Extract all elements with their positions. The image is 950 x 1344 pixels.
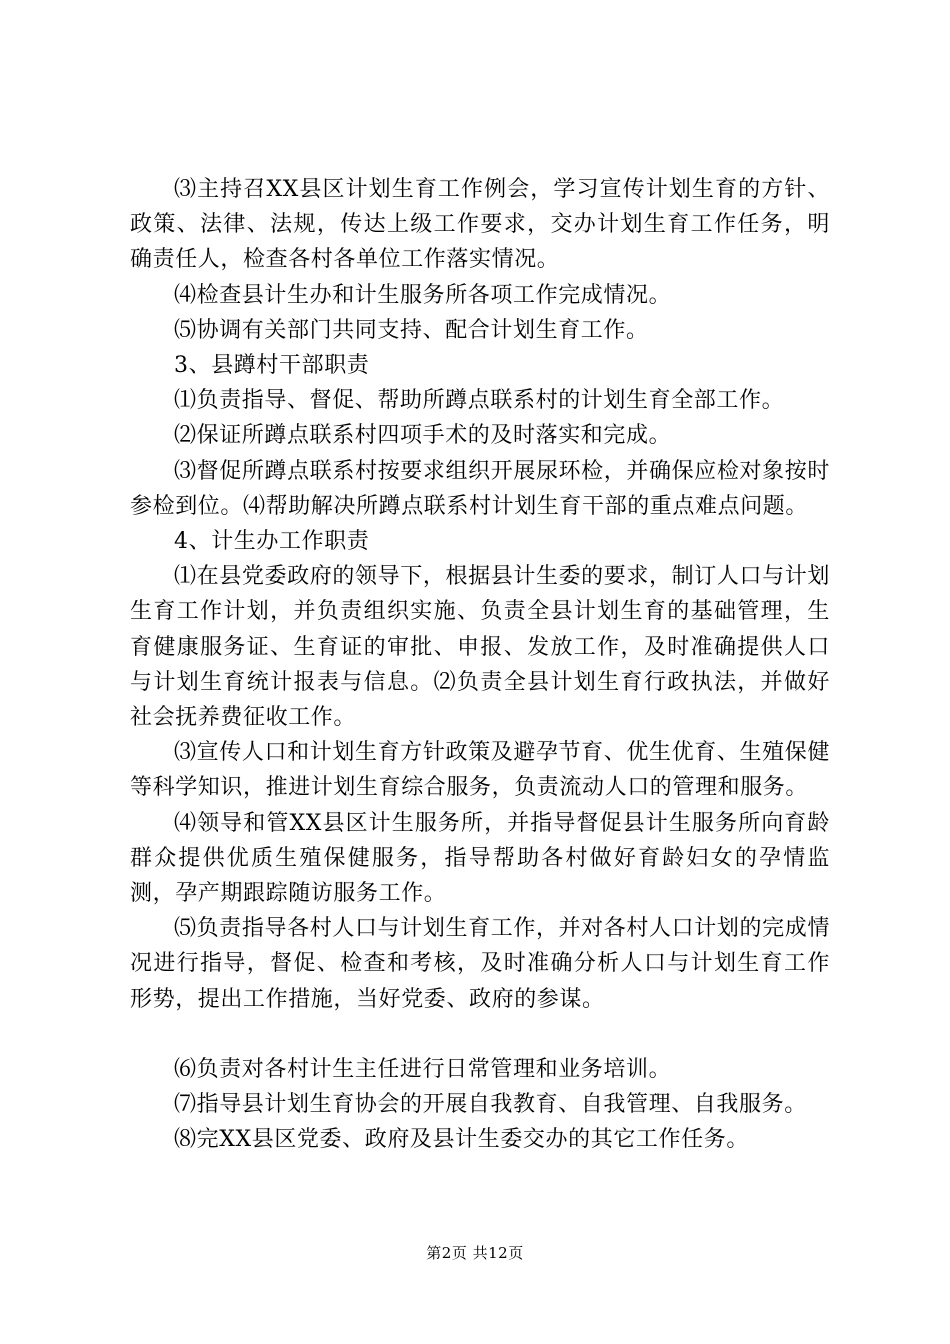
paragraph-duty-3-meeting: ⑶主持召XX县区计划生育工作例会，学习宣传计划生育的方针、政策、法律、法规，传达上级工作要求，交办计划生育工作任务，明确责任人，检查各村各单位工作落实情况。 (130, 177, 830, 273)
section-heading-3: 3、县蹲村干部职责 (174, 353, 370, 379)
paragraph-office-duty-3: ⑶宣传人口和计划生育方针政策及避孕节育、优生优育、生殖保健等科学知识，推进计划生育综合服务，负责流动人口的管理和服务。 (130, 740, 830, 801)
paragraph-duty-4-inspect: ⑷检查县计生办和计生服务所各项工作完成情况。 (174, 282, 672, 308)
page-number-footer: 第2页 共12页 (426, 1244, 524, 1262)
document-body (130, 172, 830, 1157)
paragraph-duty-5-coordinate: ⑸协调有关部门共同支持、配合计划生育工作。 (174, 317, 649, 343)
paragraph-office-duty-6: ⑹负责对各村计生主任进行日常管理和业务培训。 (174, 1056, 672, 1082)
paragraph-office-duty-1-2: ⑴在县党委政府的领导下，根据县计生委的要求，制订人口与计划生育工作计划，并负责组织实施、负责全县计划生育的基础管理，生育健康服务证、生育证的审批、申报、发放工作，及时准确提供人口与计划生育统计报表与信息。⑵负责全县计划生育行政执法，并做好社会抚养费征收工作。 (130, 564, 830, 731)
paragraph-office-duty-7: ⑺指导县计划生育协会的开展自我教育、自我管理、自我服务。 (174, 1092, 807, 1118)
paragraph-cadre-duty-3-4: ⑶督促所蹲点联系村按要求组织开展尿环检，并确保应检对象按时参检到位。⑷帮助解决所蹲点联系村计划生育干部的重点难点问题。 (130, 458, 830, 519)
paragraph-cadre-duty-2: ⑵保证所蹲点联系村四项手术的及时落实和完成。 (174, 423, 672, 449)
paragraph-office-duty-5: ⑸负责指导各村人口与计划生育工作，并对各村人口计划的完成情况进行指导，督促、检查和考核，及时准确分析人口与计划生育工作形势，提出工作措施，当好党委、政府的参谋。 (130, 916, 830, 1012)
paragraph-spacer (130, 1017, 830, 1052)
paragraph-cadre-duty-1: ⑴负责指导、督促、帮助所蹲点联系村的计划生育全部工作。 (174, 388, 785, 414)
paragraph-office-duty-8: ⑻完XX县区党委、政府及县计生委交办的其它工作任务。 (174, 1127, 749, 1153)
paragraph-office-duty-4: ⑷领导和管XX县区计生服务所，并指导督促县计生服务所向育龄群众提供优质生殖保健服务，指导帮助各村做好育龄妇女的孕情监测，孕产期跟踪随访服务工作。 (130, 810, 830, 907)
section-heading-4: 4、计生办工作职责 (174, 529, 370, 555)
